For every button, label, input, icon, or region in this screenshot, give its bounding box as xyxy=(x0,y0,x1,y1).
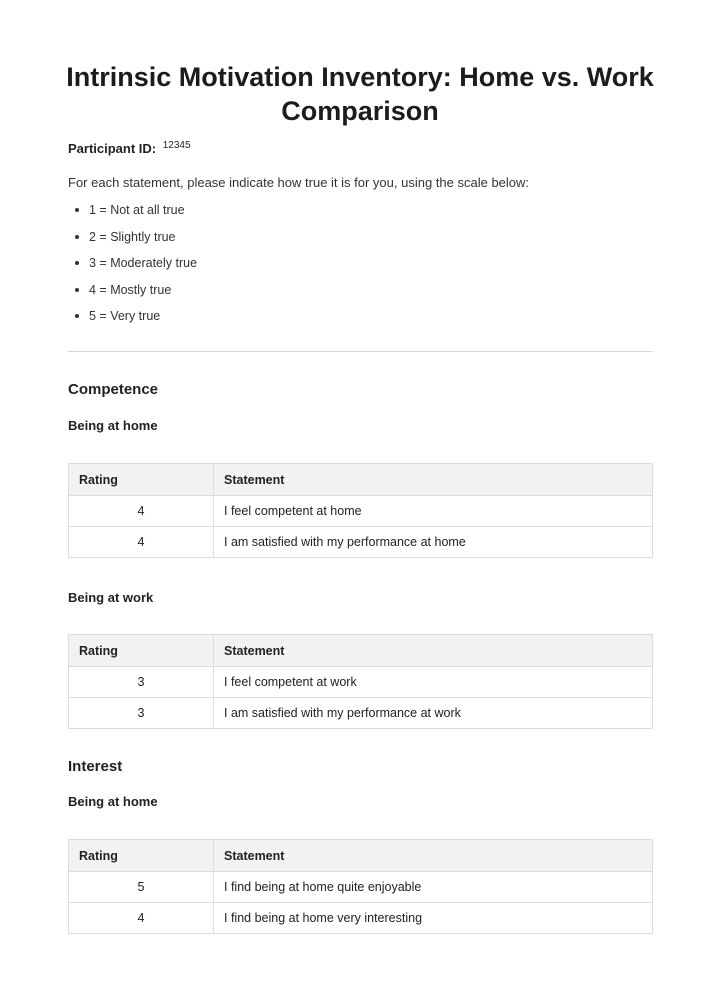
column-header-statement: Statement xyxy=(214,635,653,667)
statement-cell: I feel competent at home xyxy=(214,496,653,527)
statement-cell: I am satisfied with my performance at work xyxy=(214,698,653,729)
scale-item: 4 = Mostly true xyxy=(68,278,197,305)
rating-cell: 4 xyxy=(69,903,214,934)
column-header-statement: Statement xyxy=(214,464,653,496)
column-header-rating: Rating xyxy=(69,464,214,496)
table-row xyxy=(69,698,653,729)
ratings-table-competence-work xyxy=(68,634,653,729)
section-heading-competence: Competence xyxy=(68,381,159,398)
rating-cell: 5 xyxy=(69,872,214,903)
scale-item: 3 = Moderately true xyxy=(68,251,197,278)
table-row xyxy=(69,903,653,934)
rating-cell: 3 xyxy=(69,698,214,729)
table-row xyxy=(69,872,653,903)
subheading-home: Being at home xyxy=(68,418,158,433)
subheading-home: Being at home xyxy=(68,794,158,809)
column-header-rating: Rating xyxy=(69,635,214,667)
rating-cell: 4 xyxy=(69,527,214,558)
statement-cell: I find being at home quite enjoyable xyxy=(214,872,653,903)
rating-cell: 4 xyxy=(69,496,214,527)
participant-id-value: 12345 xyxy=(162,140,191,151)
scale-item: 5 = Very true xyxy=(68,304,197,331)
table-row xyxy=(69,527,653,558)
section-divider xyxy=(68,351,653,352)
statement-cell: I am satisfied with my performance at home xyxy=(214,527,653,558)
rating-cell: 3 xyxy=(69,667,214,698)
page-title: Intrinsic Motivation Inventory: Home vs. Work Comparison xyxy=(66,62,654,126)
statement-cell: I find being at home very interesting xyxy=(214,903,653,934)
section-heading-interest: Interest xyxy=(68,758,123,775)
column-header-rating: Rating xyxy=(69,840,214,872)
ratings-table-interest-home xyxy=(68,839,653,934)
participant-id-label: Participant ID: xyxy=(68,141,157,156)
subheading-work: Being at work xyxy=(68,590,154,605)
table-row xyxy=(69,496,653,527)
scale-item: 1 = Not at all true xyxy=(68,198,197,225)
table-row xyxy=(69,667,653,698)
instructions-text: For each statement, please indicate how true it is for you, using the scale below: xyxy=(68,175,530,190)
column-header-statement: Statement xyxy=(214,840,653,872)
scale-item: 2 = Slightly true xyxy=(68,225,197,252)
participant-id xyxy=(68,140,191,156)
statement-cell: I feel competent at work xyxy=(214,667,653,698)
rating-scale-list xyxy=(68,198,197,331)
ratings-table-competence-home xyxy=(68,463,653,558)
